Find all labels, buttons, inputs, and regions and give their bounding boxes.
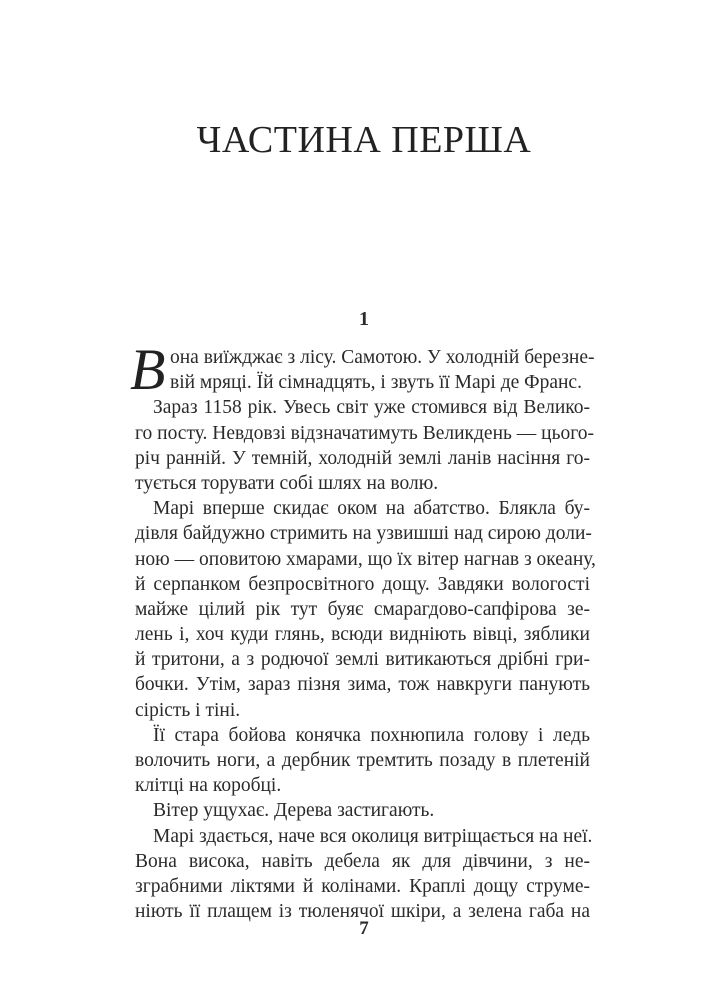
text-line: майже цілий рік тут буяє смарагдово-сапфірова зе- xyxy=(135,598,590,620)
text-line: Марі здається, наче вся околиця витріщається на неї. xyxy=(153,825,593,847)
text-line: тується торувати собі шлях на волю. xyxy=(135,472,439,494)
part-title: ЧАСТИНА ПЕРША xyxy=(196,119,532,161)
text-line: бочки. Утім, зараз пізня зима, тож навкруги панують xyxy=(135,674,590,696)
text-line: Вона висока, навіть дебела як для дівчини, з не- xyxy=(135,850,590,872)
text-line: Зараз 1158 рік. Увесь світ уже стомився від Велико- xyxy=(153,397,590,419)
text-line: волочить ноги, а дербник тремтить позаду в плетеній xyxy=(135,750,590,771)
chapter-number: 1 xyxy=(359,308,369,330)
text-line: річ ранній. У темній, холодній землі ланів насіння го- xyxy=(135,447,590,469)
drop-cap: В xyxy=(130,337,166,402)
text-line: зграбними ліктями й колінами. Краплі дощу струме- xyxy=(135,875,590,897)
text-line: ною — оповитою хмарами, що їх вітер нагнав з океану, xyxy=(135,548,596,570)
text-line: сірість і тіні. xyxy=(135,699,241,721)
body-text xyxy=(135,345,596,924)
text-line: клітці на коробці. xyxy=(135,775,282,797)
text-line: вій мряці. Їй сімнадцять, і звуть її Марі де Франс. xyxy=(170,372,582,394)
text-line: й серпанком безпросвітного дощу. Завдяки вологості xyxy=(135,573,590,595)
text-line: Марі вперше скидає оком на абатство. Блякла бу- xyxy=(153,498,590,520)
text-line: она виїжджає з лісу. Самотою. У холодній березне- xyxy=(170,347,595,368)
page-number: 7 xyxy=(359,918,369,939)
text-line: го посту. Невдовзі відзначатимуть Великдень — цього- xyxy=(135,422,594,444)
text-line: ніють її плащем із тюленячої шкіри, а зелена габа на xyxy=(135,901,590,923)
text-line: лень і, хоч куди глянь, всюди видніють вівці, зяблики xyxy=(135,624,590,646)
text-line: дівля байдужно стримить на узвишші над сирою доли- xyxy=(135,523,592,545)
text-line: й тритони, а з родючої землі витикаються дрібні гри- xyxy=(135,649,590,671)
text-line: Її стара бойова конячка похнюпила голову і ледь xyxy=(153,724,590,746)
text-line: Вітер ущухає. Дерева застигають. xyxy=(153,800,435,822)
